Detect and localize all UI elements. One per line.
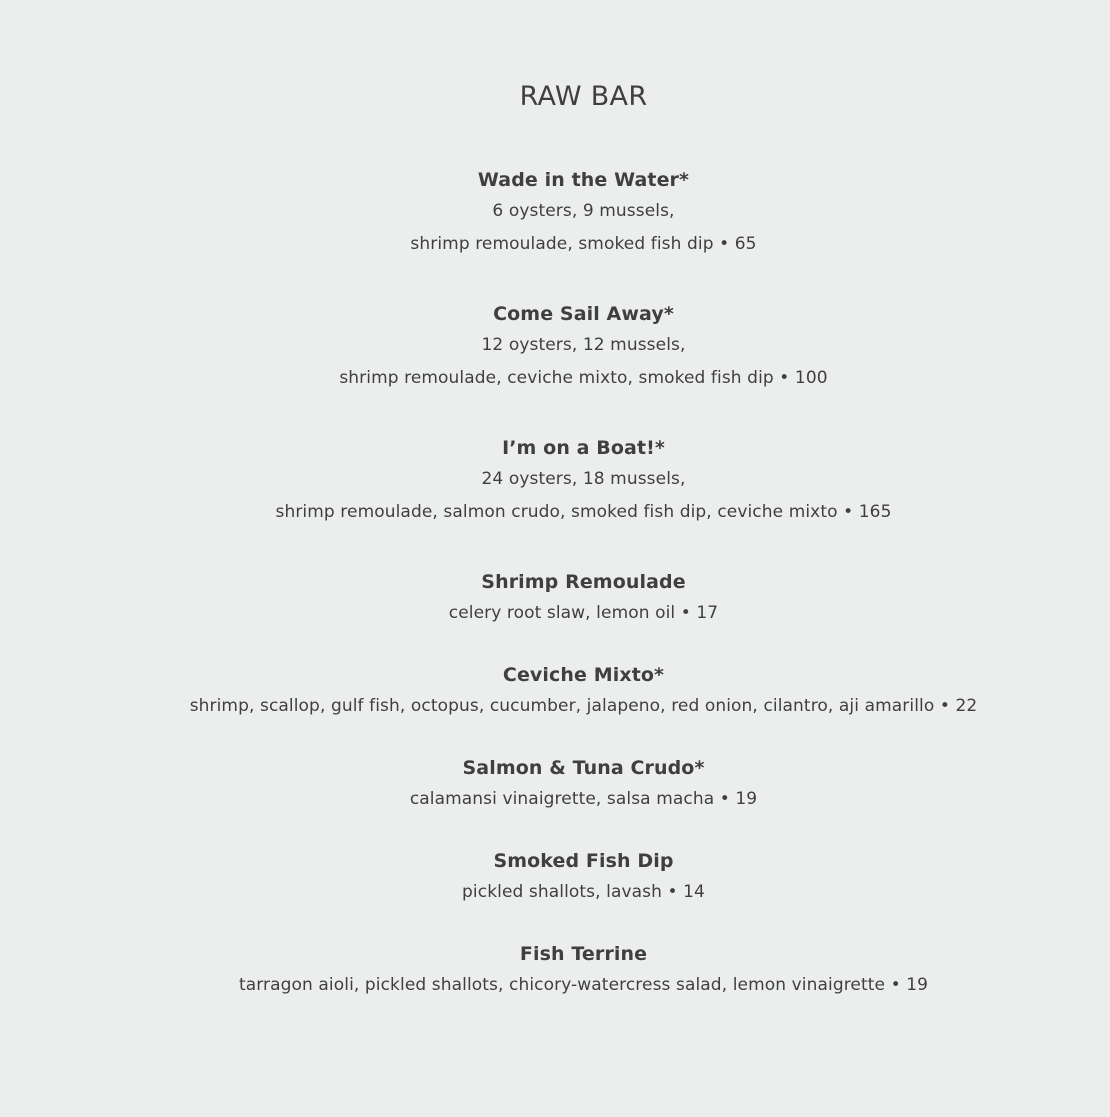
item-name: Ceviche Mixto* — [502, 664, 665, 686]
item-description: 24 oysters, 18 mussels, — [481, 469, 686, 489]
item-name: Come Sail Away* — [493, 303, 674, 325]
menu-item — [0, 570, 1110, 624]
item-description: celery root slaw, lemon oil • 17 — [448, 603, 719, 623]
item-description: pickled shallots, lavash • 14 — [462, 882, 705, 902]
menu-item — [0, 756, 1110, 810]
menu-item — [0, 663, 1110, 717]
item-name: Wade in the Water* — [477, 169, 690, 191]
section-title: RAW BAR — [519, 81, 648, 112]
item-description: shrimp, scallop, gulf fish, octopus, cucumber, jalapeno, red onion, cilantro, aji amarillo • 22 — [189, 696, 978, 716]
item-description: shrimp remoulade, ceviche mixto, smoked fish dip • 100 — [339, 368, 828, 388]
item-name: I’m on a Boat!* — [502, 437, 665, 459]
item-name: Fish Terrine — [519, 943, 648, 965]
item-name: Smoked Fish Dip — [493, 850, 674, 872]
item-description: 12 oysters, 12 mussels, — [481, 335, 686, 355]
item-description: tarragon aioli, pickled shallots, chicory-watercress salad, lemon vinaigrette • 19 — [238, 975, 929, 995]
item-description: shrimp remoulade, salmon crudo, smoked fish dip, ceviche mixto • 165 — [275, 502, 892, 522]
item-name: Salmon & Tuna Crudo* — [462, 757, 705, 779]
menu-item — [0, 436, 1110, 523]
menu-item — [0, 849, 1110, 903]
menu-item — [0, 302, 1110, 389]
item-description: shrimp remoulade, smoked fish dip • 65 — [410, 234, 757, 254]
item-name: Shrimp Remoulade — [481, 571, 686, 593]
menu-item — [0, 942, 1110, 996]
item-description: calamansi vinaigrette, salsa macha • 19 — [409, 789, 758, 809]
item-description: 6 oysters, 9 mussels, — [492, 201, 675, 221]
menu-item — [0, 168, 1110, 255]
